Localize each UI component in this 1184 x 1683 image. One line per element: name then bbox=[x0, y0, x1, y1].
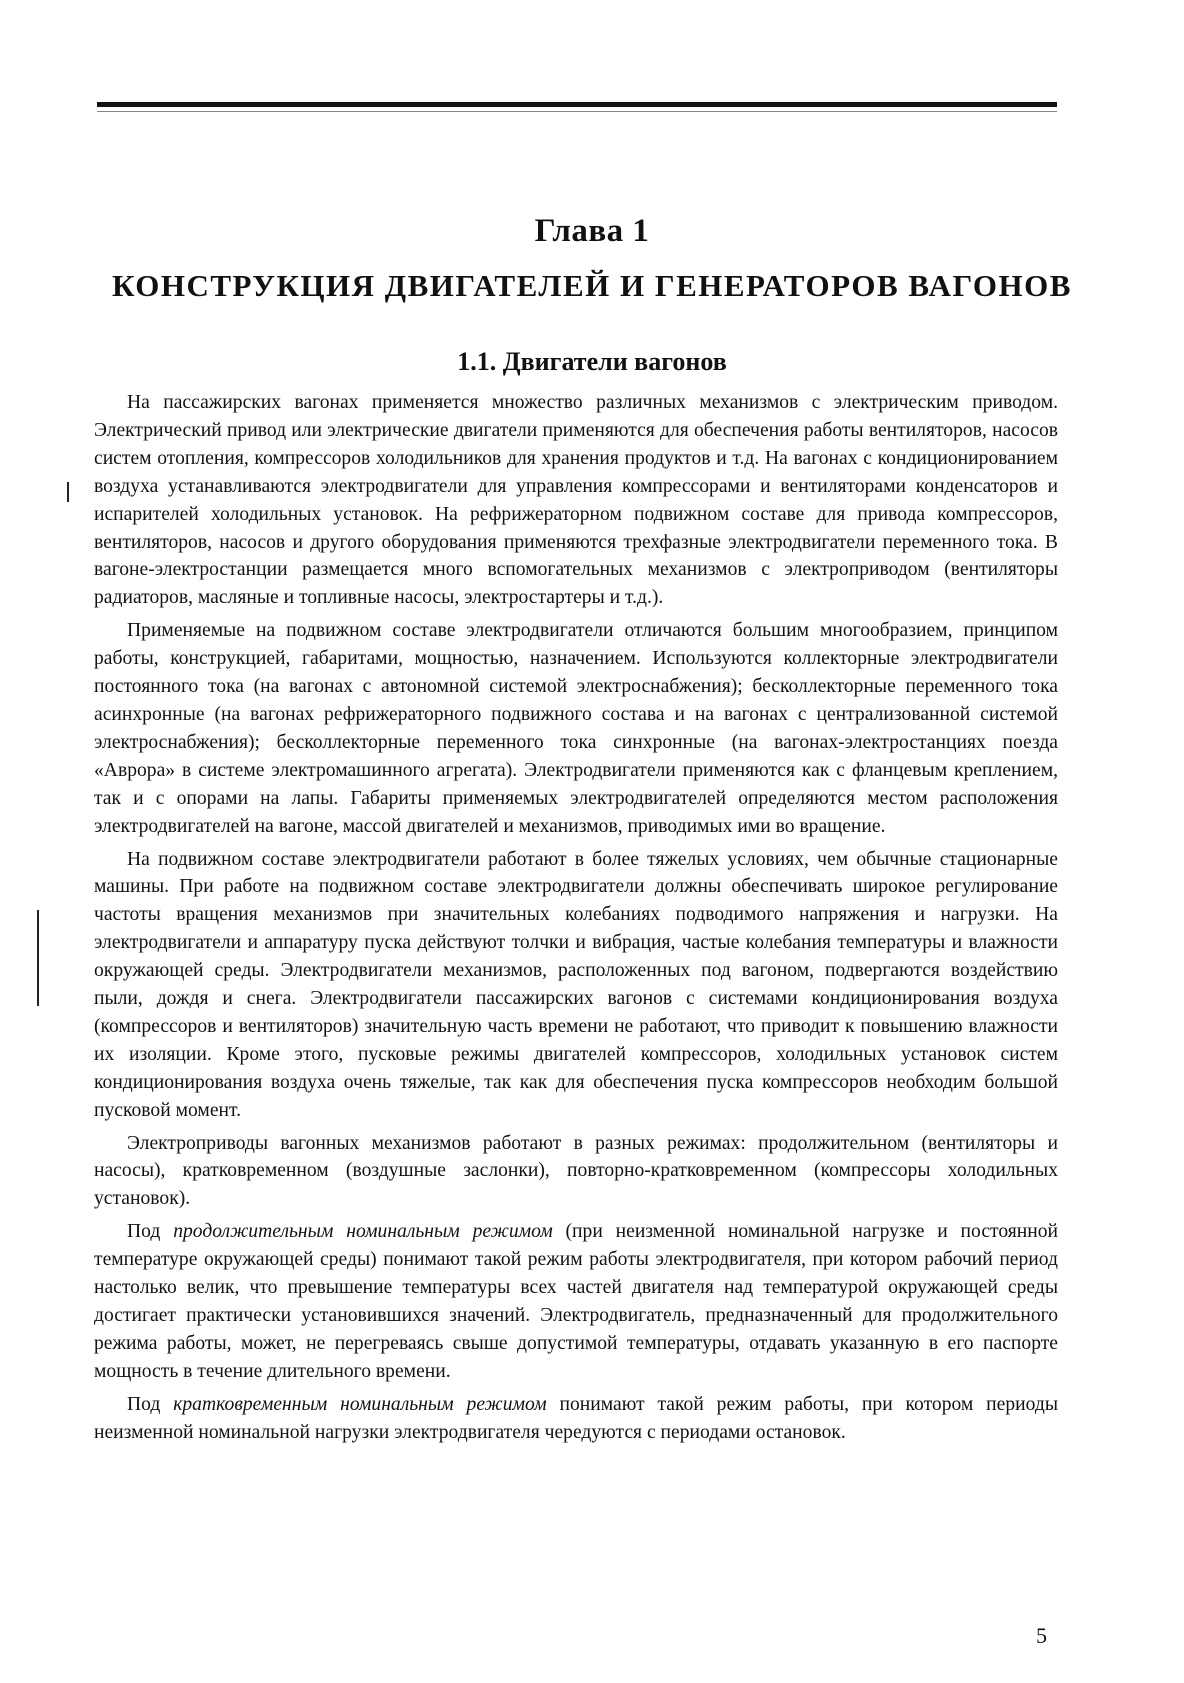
term-continuous-mode: продолжительным номинальным режимом bbox=[173, 1221, 553, 1243]
chapter-title: КОНСТРУКЦИЯ ДВИГАТЕЛЕЙ И ГЕНЕРАТОРОВ ВАГОНОВ bbox=[112, 268, 1072, 303]
paragraph-1: На пассажирских вагонах применяется множество различных механизмов с электрическим приводом. Электрический привод или электрические двигатели применяются для обеспечения работы вентиляторов, насосов систем отопления, компрессоров холодильников для хранения продуктов и т.д. На вагонах с кондиционированием воздуха устанавливаются электродвигатели для управления компрессорами и вентиляторами конденсаторов и испарителей холодильных установок. На рефрижераторном подвижном составе для привода компрессоров, вентиляторов, насосов и другого оборудования применяются трехфазные электродвигатели переменного тока. В вагоне-электростанции размещается много вспомогательных механизмов с электроприводом (вентиляторы радиаторов, масляные и топливные насосы, электростартеры и т.д.). bbox=[94, 392, 1058, 609]
paragraph-6-lead: Под bbox=[127, 1393, 174, 1415]
top-rule-thin bbox=[97, 111, 1057, 112]
paragraph-2: Применяемые на подвижном составе электродвигатели отличаются большим многообразием, принципом работы, конструкцией, габаритами, мощностью, назначением. Используются коллекторные электродвигатели постоянного тока (на вагонах с автономной системой электроснабжения); бесколлекторные переменного тока асинхронные (на вагонах рефрижераторного подвижного состава и на вагонах с централизованной системой электроснабжения); бесколлекторные переменного тока синхронные (на вагонах-электростанциях поезда «Аврора» в системе электромашинного агрегата). Электродвигатели применяются как с фланцевым креплением, так и с опорами на лапы. Габариты применяемых электродвигателей определяются местом расположения электродвигателей на вагоне, массой двигателей и механизмов, приводимых ими во вращение. bbox=[94, 620, 1058, 837]
paragraph-6 bbox=[94, 1391, 1058, 1447]
body-text bbox=[94, 389, 1058, 1447]
paragraph-5-rest: (при неизменной номинальной нагрузке и постоянной температуре окружающей среды) понимают такой режим работы электродвигателя, при котором рабочий период настолько велик, что превышение температуры всех частей двигателя над температурой окружающей среды достигает практически установившихся значений. Электродвигатель, предназначенный для продолжительного режима работы, может, не перегреваясь свыше допустимой температуры, отдавать указанную в его паспорте мощность в течение длительного времени. bbox=[94, 1221, 1059, 1382]
margin-mark-top bbox=[67, 482, 69, 502]
page-number: 5 bbox=[1036, 1623, 1047, 1648]
paragraph-5-lead: Под bbox=[127, 1221, 174, 1243]
paragraph-3: На подвижном составе электродвигатели работают в более тяжелых условиях, чем обычные стационарные машины. При работе на подвижном составе электродвигатели должны обеспечивать широкое регулирование частоты вращения механизмов при значительных колебаниях подводимого напряжения и нагрузки. На электродвигатели и аппаратуру пуска действуют толчки и вибрация, частые колебания температуры и влажности окружающей среды. Электродвигатели механизмов, расположенных под вагоном, подвергаются воздействию пыли, дождя и снега. Электродвигатели пассажирских вагонов с системами кондиционирования воздуха (компрессоров и вентиляторов) значительную часть времени не работают, что приводит к повышению влажности их изоляции. Кроме этого, пусковые режимы двигателей компрессоров, холодильных установок систем кондиционирования воздуха очень тяжелые, так как для обеспечения пуска компрессоров необходим большой пусковой момент. bbox=[94, 848, 1058, 1121]
paragraph-6-rest: понимают такой режим работы, при котором периоды неизменной номинальной нагрузки электродвигателя чередуются с периодами остановок. bbox=[94, 1393, 1059, 1443]
top-rule bbox=[97, 102, 1057, 107]
margin-mark-bar bbox=[37, 910, 39, 1006]
paragraph-4: Электроприводы вагонных механизмов работают в разных режимах: продолжительном (вентиляторы и насосы), кратковременном (воздушные заслонки), повторно-кратковременном (компрессоры холодильных установок). bbox=[94, 1132, 1058, 1210]
chapter-heading: Глава 1 bbox=[534, 213, 650, 249]
paragraph-5 bbox=[94, 1218, 1058, 1385]
term-short-time-mode: кратковременным номинальным режимом bbox=[173, 1393, 547, 1415]
section-heading: 1.1. Двигатели вагонов bbox=[457, 347, 727, 376]
